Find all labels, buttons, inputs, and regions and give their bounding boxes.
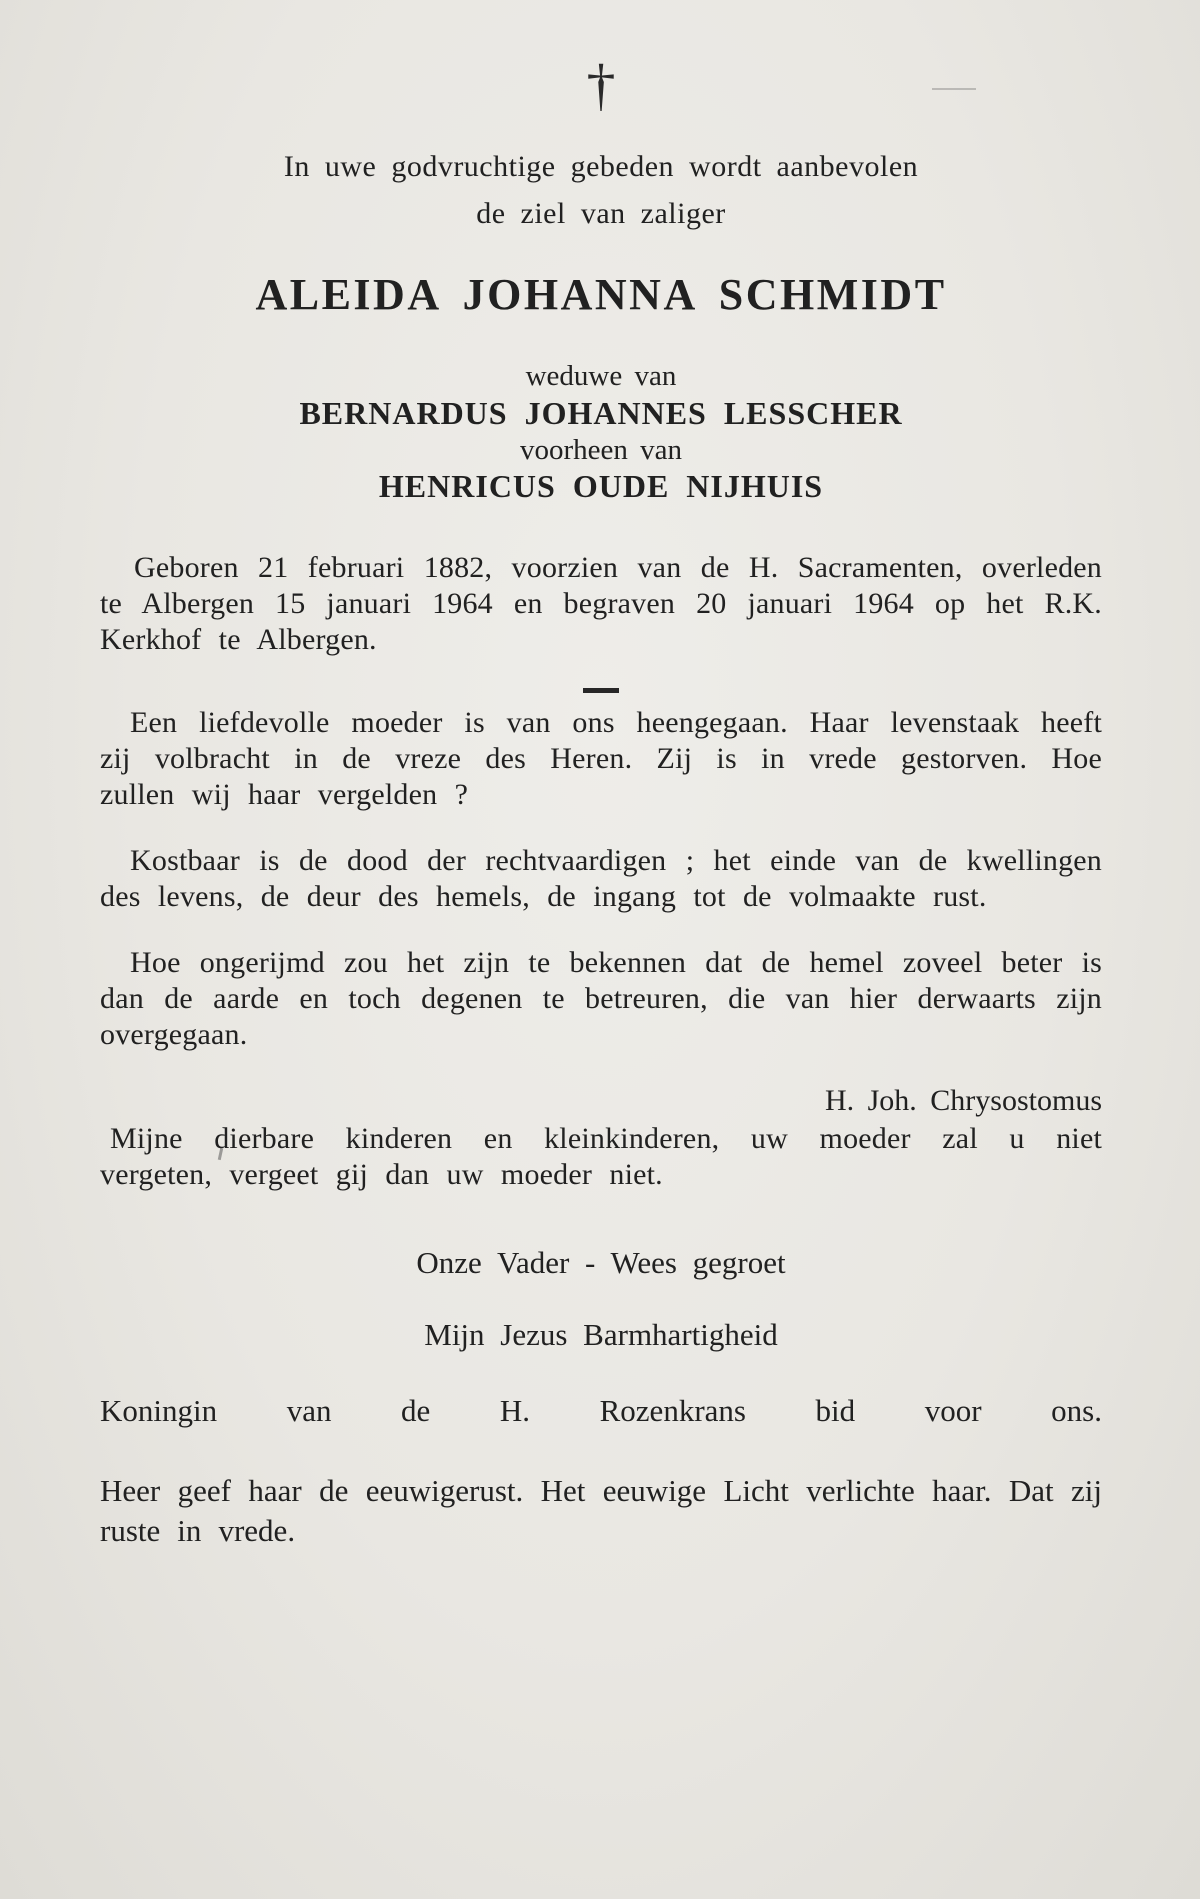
relations-block [100,359,1102,505]
scan-artifact-dash [932,88,976,90]
intro-line-2: de ziel van zaliger [476,196,726,230]
prayer-line-3: Koningin van de H. Rozenkrans bid voor ons. [100,1392,1102,1428]
previously-of-label: voorheen van [519,433,683,466]
widow-of-label: weduwe van [525,360,677,393]
divider-rule [583,688,619,693]
paragraph-kostbaar: Kostbaar is de dood der rechtvaardigen ; het einde van de kwellingen des levens, de deur des hemels, de ingang tot de volmaakte rust. [100,843,1102,913]
paragraph-hoe: Hoe ongerijmd zou het zijn te bekennen dat de hemel zoveel beter is dan de aarde en toch degenen te betreuren, die van hier derwaarts zijn overgegaan. [100,945,1102,1051]
paragraph-mother: Een liefdevolle moeder is van ons heengegaan. Haar levenstaak heeft zij volbracht in de vreze des Heren. Zij is in vrede gestorven. Hoe zullen wij haar vergelden ? [100,705,1102,811]
intro-line-1: In uwe godvruchtige gebeden wordt aanbevolen [283,150,919,183]
paragraph-kinderen: Mijne dierbare kinderen en kleinkinderen, uw moeder zal u niet vergeten, vergeet gij dan uw moeder niet. [100,1121,1102,1191]
cross-icon: † [586,52,616,117]
attribution: H. Joh. Chrysostomus [824,1083,1102,1117]
intro-text [100,144,1102,237]
deceased-name: ALEIDA JOHANNA SCHMIDT [255,270,947,319]
prayer-line-2: Mijn Jezus Barmhartigheid [424,1316,778,1352]
closing-prayer: Heer geef haar de eeuwigerust. Het eeuwige Licht verlichte haar. Dat zij ruste in vrede. [100,1472,1102,1548]
second-husband-name: HENRICUS OUDE NIJHUIS [378,468,824,505]
prayer-line-1: Onze Vader - Wees gegroet [416,1244,786,1280]
life-summary: Geboren 21 februari 1882, voorzien van de H. Sacramenten, overleden te Albergen 15 januari 1964 en begraven 20 januari 1964 op het R.K. Kerkhof te Albergen. [100,550,1102,656]
first-husband-name: BERNARDUS JOHANNES LESSCHER [299,395,903,432]
